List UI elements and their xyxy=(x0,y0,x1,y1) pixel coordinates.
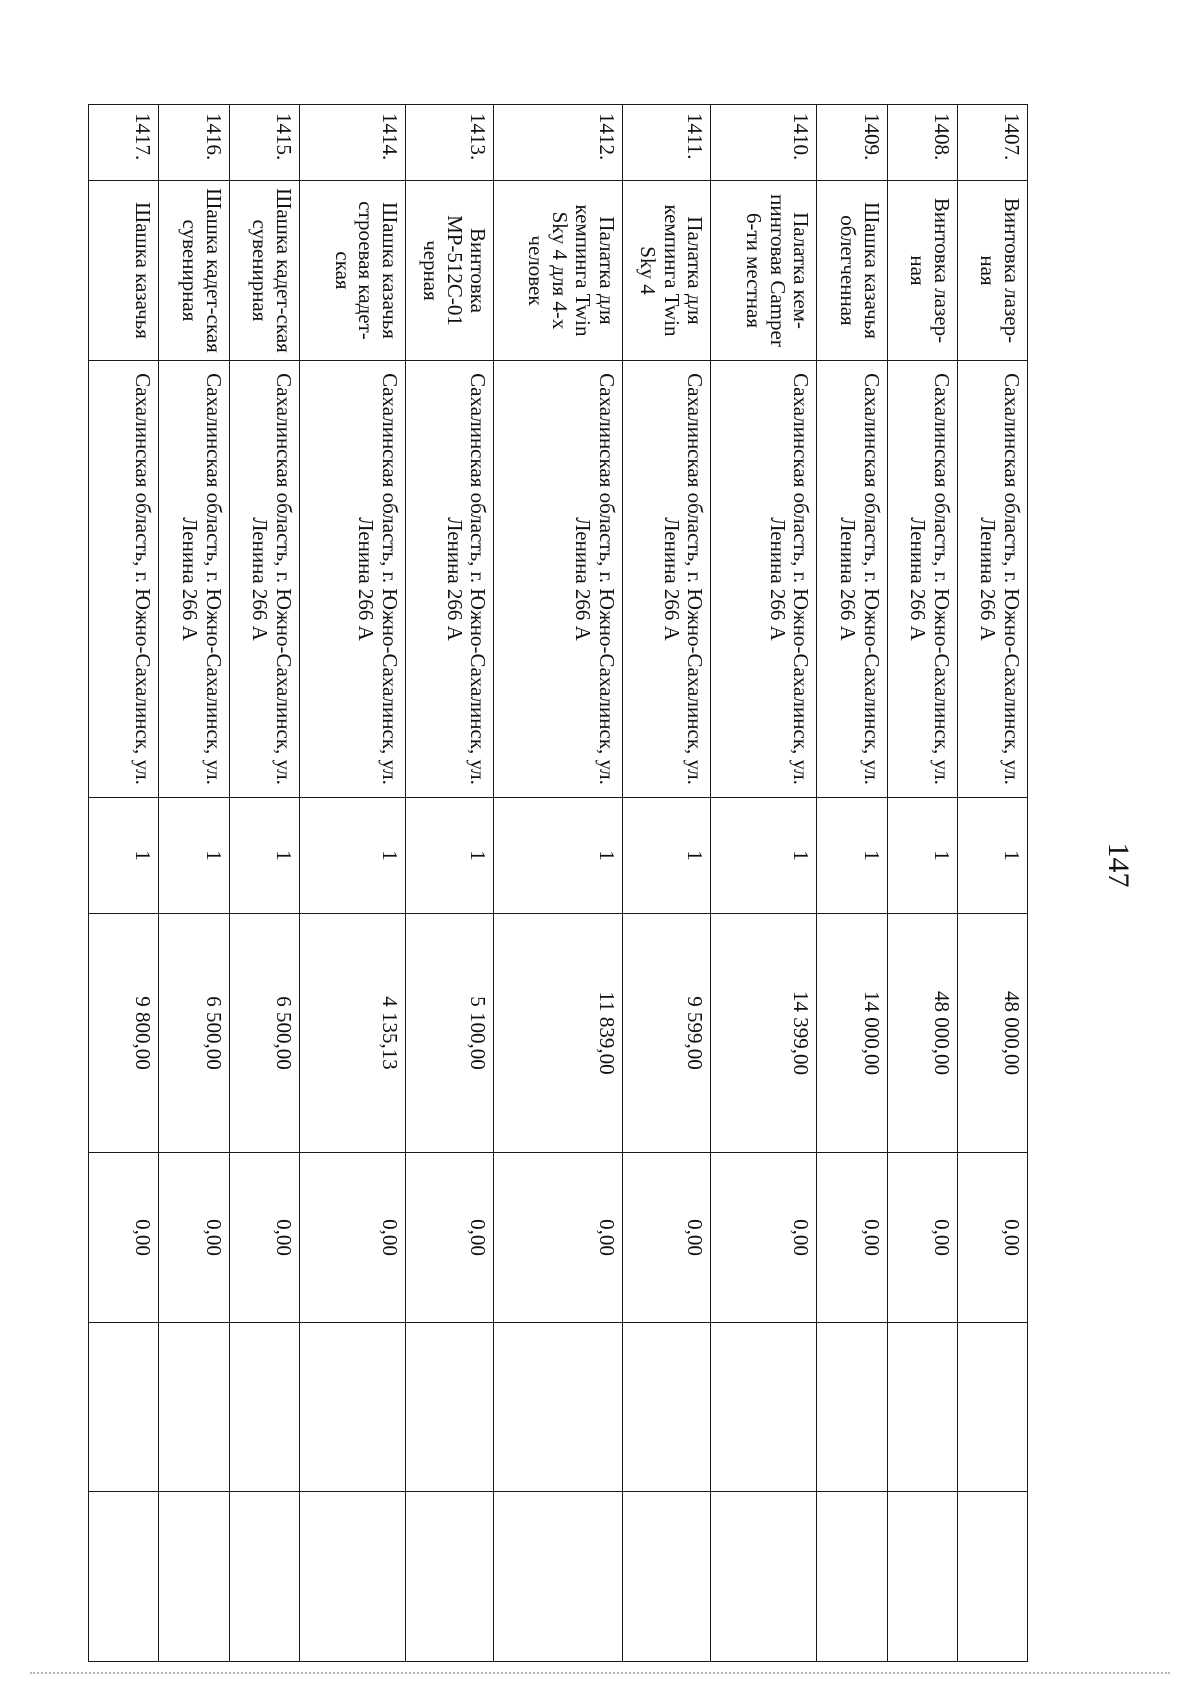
item-name: Палатка для кемпинга Twin Sky 4 xyxy=(622,181,711,361)
empty-cell xyxy=(229,1323,299,1492)
table-row xyxy=(299,105,405,1662)
item-cost: 11 839,00 xyxy=(494,914,622,1153)
empty-cell xyxy=(299,1323,405,1492)
table-row xyxy=(405,105,494,1662)
item-cost: 4 135,13 xyxy=(299,914,405,1153)
item-quantity: 1 xyxy=(299,798,405,914)
item-quantity: 1 xyxy=(957,798,1027,914)
item-name: Винтовка лазер-ная xyxy=(887,181,957,361)
item-name: Палатка для кемпинга Twin Sky 4 для 4-х человек xyxy=(494,181,622,361)
empty-cell xyxy=(405,1323,494,1492)
item-address: Сахалинская область, г. Южно-Сахалинск, ул. Ленина 266 А xyxy=(817,361,887,798)
item-address: Сахалинская область, г. Южно-Сахалинск, ул. Ленина 266 А xyxy=(887,361,957,798)
table-row xyxy=(622,105,711,1662)
item-quantity: 1 xyxy=(622,798,711,914)
empty-cell xyxy=(957,1323,1027,1492)
empty-cell xyxy=(957,1492,1027,1662)
page-number: 147 xyxy=(1102,842,1135,888)
item-name: Шашка кадет-ская сувенирная xyxy=(229,181,299,361)
item-depreciation: 0,00 xyxy=(229,1153,299,1323)
item-cost: 6 500,00 xyxy=(159,914,229,1153)
table-rotation-wrapper xyxy=(88,104,1028,1661)
item-depreciation: 0,00 xyxy=(405,1153,494,1323)
table-row xyxy=(89,105,159,1662)
item-depreciation: 0,00 xyxy=(622,1153,711,1323)
row-number: 1415. xyxy=(229,105,299,181)
row-number: 1413. xyxy=(405,105,494,181)
item-name: Винтовка лазер-ная xyxy=(957,181,1027,361)
item-address: Сахалинская область, г. Южно-Сахалинск, ул. Ленина 266 А xyxy=(405,361,494,798)
empty-cell xyxy=(887,1492,957,1662)
row-number: 1416. xyxy=(159,105,229,181)
item-name: Шашка казачья xyxy=(89,181,159,361)
table-row xyxy=(494,105,622,1662)
item-depreciation: 0,00 xyxy=(159,1153,229,1323)
empty-cell xyxy=(299,1492,405,1662)
table-row xyxy=(817,105,887,1662)
empty-cell xyxy=(494,1323,622,1492)
empty-cell xyxy=(89,1323,159,1492)
inventory-table xyxy=(88,104,1028,1662)
item-depreciation: 0,00 xyxy=(957,1153,1027,1323)
item-name: Винтовка МР-512С-01 черная xyxy=(405,181,494,361)
table-row xyxy=(711,105,817,1662)
table-body xyxy=(89,105,1028,1662)
item-address: Сахалинская область, г. Южно-Сахалинск, ул. Ленина 266 А xyxy=(957,361,1027,798)
item-cost: 5 100,00 xyxy=(405,914,494,1153)
empty-cell xyxy=(494,1492,622,1662)
item-name: Шашка казачья строевая кадет-ская xyxy=(299,181,405,361)
item-depreciation: 0,00 xyxy=(887,1153,957,1323)
item-cost: 6 500,00 xyxy=(229,914,299,1153)
table-row xyxy=(229,105,299,1662)
item-quantity: 1 xyxy=(817,798,887,914)
item-name: Палатка кем-пинговая Camper 6-ти местная xyxy=(711,181,817,361)
item-name: Шашка казачья облегченная xyxy=(817,181,887,361)
item-cost: 9 599,00 xyxy=(622,914,711,1153)
empty-cell xyxy=(159,1323,229,1492)
item-depreciation: 0,00 xyxy=(89,1153,159,1323)
table-row xyxy=(887,105,957,1662)
item-address: Сахалинская область, г. Южно-Сахалинск, ул. Ленина 266 А xyxy=(229,361,299,798)
row-number: 1409. xyxy=(817,105,887,181)
empty-cell xyxy=(711,1492,817,1662)
empty-cell xyxy=(159,1492,229,1662)
empty-cell xyxy=(887,1323,957,1492)
item-depreciation: 0,00 xyxy=(711,1153,817,1323)
row-number: 1414. xyxy=(299,105,405,181)
item-address: Сахалинская область, г. Южно-Сахалинск, ул. Ленина 266 А xyxy=(711,361,817,798)
item-quantity: 1 xyxy=(159,798,229,914)
item-cost: 48 000,00 xyxy=(887,914,957,1153)
item-depreciation: 0,00 xyxy=(817,1153,887,1323)
item-quantity: 1 xyxy=(229,798,299,914)
scan-artifact-dots xyxy=(30,1672,1170,1678)
item-cost: 9 800,00 xyxy=(89,914,159,1153)
table-row xyxy=(957,105,1027,1662)
item-cost: 14 000,00 xyxy=(817,914,887,1153)
empty-cell xyxy=(817,1323,887,1492)
empty-cell xyxy=(622,1323,711,1492)
item-address: Сахалинская область, г. Южно-Сахалинск, ул. Ленина 266 А xyxy=(494,361,622,798)
item-depreciation: 0,00 xyxy=(299,1153,405,1323)
item-quantity: 1 xyxy=(89,798,159,914)
item-address: Сахалинская область, г. Южно-Сахалинск, ул. Ленина 266 А xyxy=(622,361,711,798)
item-address: Сахалинская область, г. Южно-Сахалинск, ул. Ленина 266 А xyxy=(299,361,405,798)
item-quantity: 1 xyxy=(405,798,494,914)
item-quantity: 1 xyxy=(887,798,957,914)
item-quantity: 1 xyxy=(494,798,622,914)
item-address: Сахалинская область, г. Южно-Сахалинск, ул. xyxy=(89,361,159,798)
item-address: Сахалинская область, г. Южно-Сахалинск, ул. Ленина 266 А xyxy=(159,361,229,798)
empty-cell xyxy=(817,1492,887,1662)
row-number: 1417. xyxy=(89,105,159,181)
table-row xyxy=(159,105,229,1662)
row-number: 1411. xyxy=(622,105,711,181)
row-number: 1408. xyxy=(887,105,957,181)
item-cost: 14 399,00 xyxy=(711,914,817,1153)
row-number: 1410. xyxy=(711,105,817,181)
item-quantity: 1 xyxy=(711,798,817,914)
empty-cell xyxy=(622,1492,711,1662)
item-name: Шашка кадет-ская сувенирная xyxy=(159,181,229,361)
empty-cell xyxy=(229,1492,299,1662)
row-number: 1412. xyxy=(494,105,622,181)
empty-cell xyxy=(711,1323,817,1492)
row-number: 1407. xyxy=(957,105,1027,181)
item-depreciation: 0,00 xyxy=(494,1153,622,1323)
item-cost: 48 000,00 xyxy=(957,914,1027,1153)
empty-cell xyxy=(89,1492,159,1662)
empty-cell xyxy=(405,1492,494,1662)
